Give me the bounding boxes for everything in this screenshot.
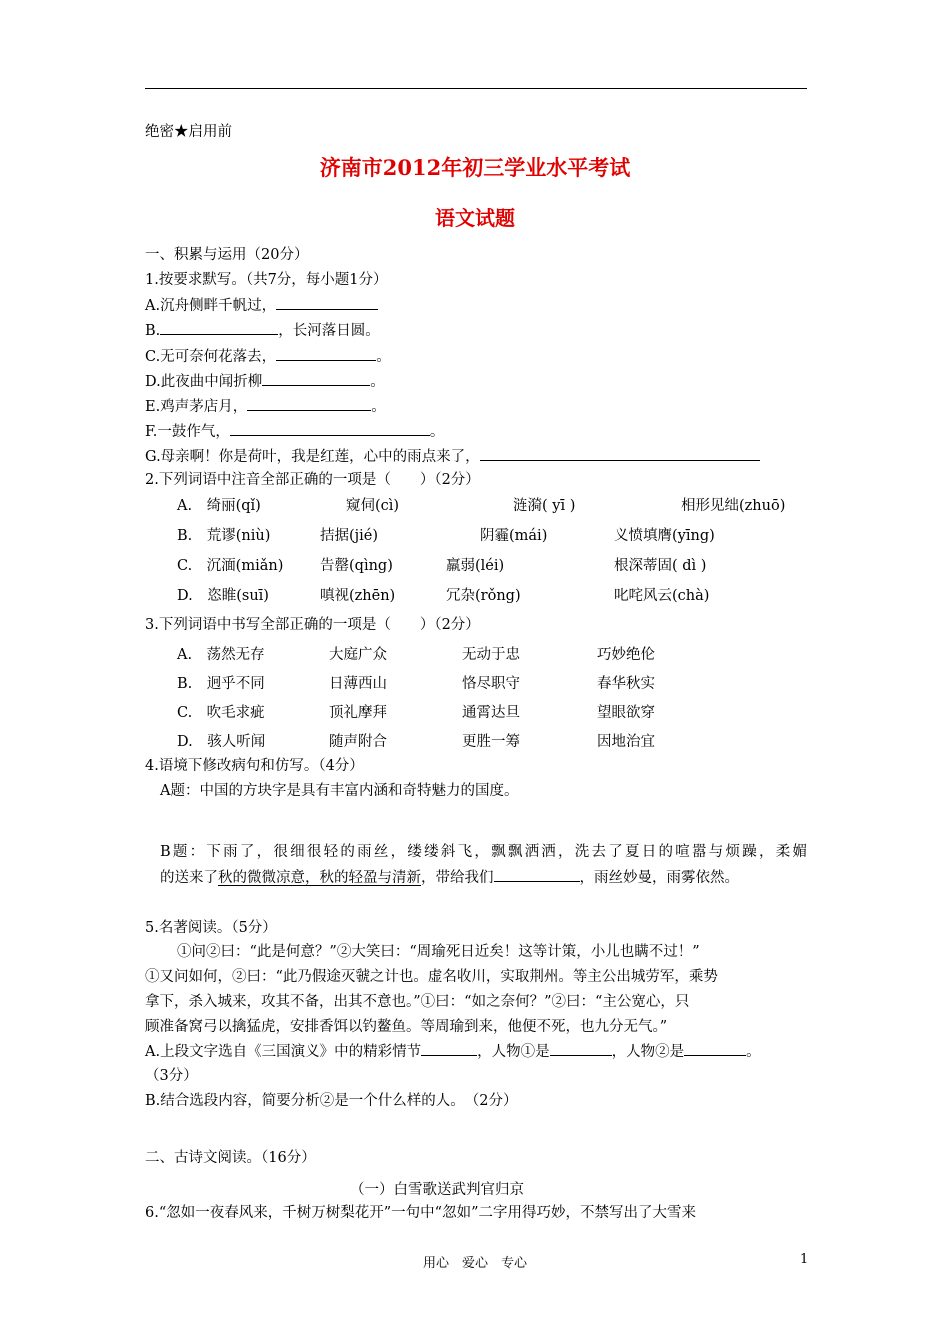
q1-b: B. ，长河落日圆。 bbox=[145, 319, 380, 340]
q5-passage-1: ①问②曰：“此是何意？”②大笑曰：“周瑜死日近矣！这等计策，小儿也瞒不过！” bbox=[177, 944, 700, 960]
q2-b-4: 义愤填膺(yīng) bbox=[614, 528, 715, 544]
q2-c-3: 羸弱(léi) bbox=[446, 558, 505, 574]
q2-c-1: C. 沉湎(miǎn) bbox=[177, 558, 284, 574]
q1-f-blank[interactable] bbox=[230, 421, 430, 436]
q4-b-line2: 的送来了秋的微微凉意，秋的轻盈与清新，带给我们 ，雨丝妙曼，雨雾依然。 bbox=[160, 866, 739, 887]
header-rule bbox=[145, 88, 807, 89]
q3-a-4: 巧妙绝伦 bbox=[597, 647, 655, 663]
q1-c: C.无可奈何花落去， 。 bbox=[145, 345, 391, 366]
q2-b-2: 拮据(jié) bbox=[320, 528, 379, 544]
q4-a: A题：中国的方块字是具有丰富内涵和奇特魅力的国度。 bbox=[160, 783, 519, 799]
q3-b-4: 春华秋实 bbox=[597, 676, 655, 692]
q3-d-2: 随声附合 bbox=[329, 734, 387, 750]
q3-a-1: A. 荡然无存 bbox=[177, 647, 265, 663]
q3-stem: 3.下列词语中书写全部正确的一项是（ ）（2分） bbox=[145, 617, 480, 633]
q1-e: E.鸡声茅店月， 。 bbox=[145, 395, 386, 416]
q1-e-blank[interactable] bbox=[247, 396, 371, 411]
exam-subtitle: 语文试题 bbox=[435, 206, 515, 230]
q2-a-2: 窥伺(cì) bbox=[346, 498, 400, 514]
q3-d-3: 更胜一筹 bbox=[462, 734, 520, 750]
q1-d-blank[interactable] bbox=[262, 371, 370, 386]
q2-a-3: 涟漪( yī ) bbox=[513, 498, 576, 514]
q2-d-2: 嗔视(zhēn) bbox=[320, 588, 396, 604]
q4-b-underlined-phrase: 秋的微微凉意，秋的轻盈与清新 bbox=[218, 870, 421, 886]
q2-d-3: 冗杂(rǒng) bbox=[446, 588, 521, 604]
footer-motto: 用心 爱心 专心 bbox=[422, 1256, 527, 1271]
q2-b-1: B. 荒谬(niù) bbox=[177, 528, 271, 544]
q5-stem: 5.名著阅读。（5分） bbox=[145, 920, 277, 936]
q1-g: G.母亲啊！你是荷叶，我是红莲，心中的雨点来了， bbox=[145, 445, 760, 466]
q5-a-blank-2[interactable] bbox=[550, 1041, 612, 1056]
q2-a-4: 相形见绌(zhuō) bbox=[681, 498, 786, 514]
q1-d: D.此夜曲中闻折柳 。 bbox=[145, 370, 385, 391]
q3-b-2: 日薄西山 bbox=[329, 676, 387, 692]
q3-c-1: C. 吹毛求疵 bbox=[177, 705, 265, 721]
q2-stem: 2.下列词语中注音全部正确的一项是（ ）（2分） bbox=[145, 472, 480, 488]
q1-f: F.一鼓作气， 。 bbox=[145, 420, 444, 441]
q3-d-1: D. 骇人听闻 bbox=[177, 734, 266, 750]
q1-stem: 1.按要求默写。（共7分，每小题1分） bbox=[145, 272, 388, 288]
q5-a: A.上段文字选自《三国演义》中的精彩情节 ，人物①是 ，人物②是 。 bbox=[145, 1040, 761, 1061]
section2-heading: 二、古诗文阅读。（16分） bbox=[145, 1150, 316, 1166]
q5-a-blank-3[interactable] bbox=[684, 1041, 746, 1056]
q3-c-3: 通霄达旦 bbox=[462, 705, 520, 721]
q5-b: B.结合选段内容，简要分析②是一个什么样的人。 （2分） bbox=[145, 1093, 518, 1109]
exam-title: 济南市2012年初三学业水平考试 bbox=[319, 155, 631, 180]
q1-b-blank[interactable] bbox=[160, 320, 278, 335]
q3-a-3: 无动于忠 bbox=[462, 647, 520, 663]
q2-b-3: 阴霾(mái) bbox=[480, 528, 548, 544]
q5-passage-4: 顾准备窝弓以擒猛虎，安排香饵以钓鳌鱼。等周瑜到来，他便不死，也九分无气。” bbox=[145, 1019, 668, 1035]
q2-c-2: 告罄(qìng) bbox=[320, 558, 393, 574]
q3-d-4: 因地治宜 bbox=[597, 734, 655, 750]
page-number: 1 bbox=[800, 1252, 809, 1267]
q3-a-2: 大庭广众 bbox=[329, 647, 387, 663]
poem-title: （一）白雪歌送武判官归京 bbox=[350, 1182, 524, 1198]
q4-stem: 4.语境下修改病句和仿写。（4分） bbox=[145, 758, 364, 774]
section1-heading: 一、积累与运用（20分） bbox=[145, 247, 309, 263]
q3-b-3: 恪尽职守 bbox=[462, 676, 520, 692]
q2-d-4: 叱咤风云(chà) bbox=[614, 588, 710, 604]
q6-stem: 6.“忽如一夜春风来，千树万树梨花开”一句中“忽如”二字用得巧妙，不禁写出了大雪来 bbox=[145, 1205, 696, 1221]
secret-label: 绝密★启用前 bbox=[145, 124, 232, 140]
q2-a-1: A. 绮丽(qǐ) bbox=[177, 498, 261, 514]
q2-d-1: D. 恣睢(suī) bbox=[177, 588, 269, 604]
q1-a: A.沉舟侧畔千帆过， bbox=[145, 294, 378, 315]
q3-b-1: B. 迥乎不同 bbox=[177, 676, 265, 692]
q4-b-line1: B题：下雨了，很细很轻的雨丝，缕缕斜飞，飘飘洒洒，洗去了夏日的喧嚣与烦躁，柔媚 bbox=[160, 844, 807, 860]
q5-a-score: （3分） bbox=[145, 1068, 198, 1084]
q5-a-blank-1[interactable] bbox=[421, 1041, 477, 1056]
q5-passage-2: ①又问如何，②曰：“此乃假途灭虢之计也。虚名收川，实取荆州。等主公出城劳军，乘势 bbox=[145, 969, 718, 985]
q2-c-4: 根深蒂固( dì ) bbox=[614, 558, 707, 574]
q1-g-blank[interactable] bbox=[480, 446, 760, 461]
q5-passage-3: 拿下，杀入城来，攻其不备，出其不意也。”①曰：“如之奈何？”②曰：“主公宽心，只 bbox=[145, 994, 690, 1010]
q4-b-blank[interactable] bbox=[494, 867, 580, 882]
q1-a-blank[interactable] bbox=[276, 295, 378, 310]
q1-c-blank[interactable] bbox=[276, 346, 376, 361]
q3-c-2: 顶礼摩拜 bbox=[329, 705, 387, 721]
q3-c-4: 望眼欲穿 bbox=[597, 705, 655, 721]
